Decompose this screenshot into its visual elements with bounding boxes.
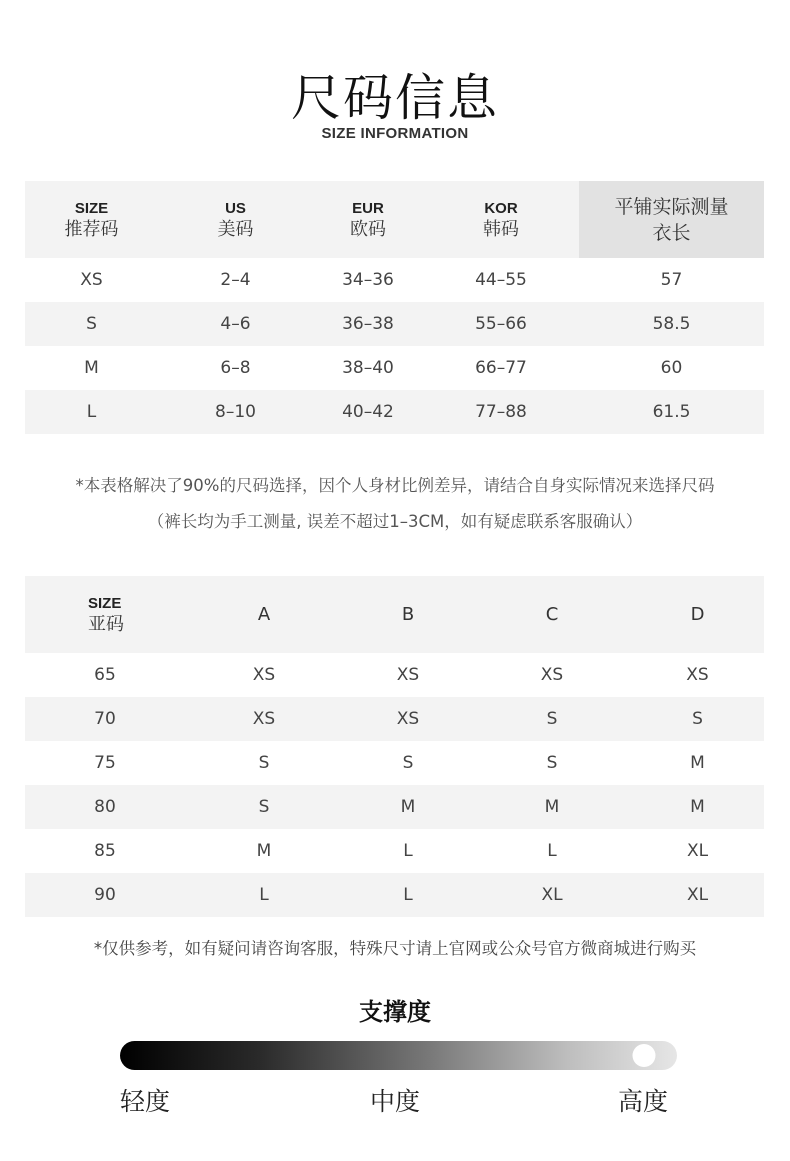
- header-size-asia-en: SIZE: [88, 594, 122, 612]
- table-cell: XS: [686, 665, 709, 685]
- table-cell: XS: [540, 665, 564, 685]
- support-label-high: 高度: [618, 1087, 669, 1116]
- table-cell: S: [402, 753, 414, 773]
- table-header-row: [25, 181, 764, 258]
- table-cell: XL: [473, 873, 631, 917]
- header-kor-en: KOR: [484, 199, 518, 217]
- table-cell: 80: [25, 785, 185, 829]
- table-cell: XS: [343, 697, 473, 741]
- table-cell: 66–77: [475, 358, 527, 378]
- header-us-en: US: [225, 199, 246, 217]
- page-subtitle: SIZE INFORMATION: [321, 125, 469, 142]
- table-cell: S: [25, 302, 158, 346]
- header-eur: [313, 181, 423, 258]
- header-kor-zh: 韩码: [483, 218, 519, 240]
- table-cell: 40–42: [313, 390, 423, 434]
- header-length-line1: 平铺实际测量: [614, 195, 729, 218]
- table-header-row: [25, 576, 764, 653]
- table-cell: S: [631, 697, 764, 741]
- support-label-low: 轻度: [120, 1087, 171, 1116]
- table-cell: M: [84, 358, 99, 378]
- table-row: [25, 829, 764, 873]
- table-row: [25, 346, 764, 390]
- reference-note: *仅供参考，如有疑问请咨询客服，特殊尺寸请上官网或公众号官方微商城进行购买: [93, 939, 697, 958]
- table-cell: 36–38: [313, 302, 423, 346]
- size-note: *本表格解决了90%的尺码选择，因个人身材比例差异，请结合自身实际情况来选择尺码: [75, 476, 715, 495]
- table-row: [25, 785, 764, 829]
- header-kor: [423, 181, 579, 258]
- table-row: [25, 302, 764, 346]
- table-cell: XS: [252, 665, 276, 685]
- table-cell: 77–88: [423, 390, 579, 434]
- table-cell: 57: [660, 270, 683, 290]
- table-row: [25, 697, 764, 741]
- table-cell: M: [473, 785, 631, 829]
- table-cell: 61.5: [579, 390, 764, 434]
- size-table-main: [25, 181, 764, 434]
- table-row: [25, 390, 764, 434]
- header-length: [579, 181, 764, 258]
- table-cell: M: [343, 785, 473, 829]
- table-cell: 60: [660, 358, 683, 378]
- header-cup-d: D: [631, 576, 764, 653]
- header-us-zh: 美码: [217, 218, 254, 240]
- header-eur-en: EUR: [352, 199, 384, 217]
- table-cell: XS: [185, 697, 343, 741]
- table-cell: 65: [94, 665, 116, 685]
- table-cell: 6–8: [220, 358, 251, 378]
- table-cell: M: [631, 785, 764, 829]
- measurement-note: （裤长均为手工测量, 误差不超过1–3CM，如有疑虑联系客服确认）: [147, 512, 643, 531]
- table-row: [25, 873, 764, 917]
- table-cell: 2–4: [220, 270, 251, 290]
- header-eur-zh: 欧码: [350, 218, 386, 240]
- table-cell: XS: [80, 270, 103, 290]
- table-row: [25, 741, 764, 785]
- table-cell: S: [546, 753, 558, 773]
- header-size: [25, 181, 158, 258]
- table-cell: L: [343, 873, 473, 917]
- table-cell: 4–6: [158, 302, 313, 346]
- table-cell: 58.5: [579, 302, 764, 346]
- table-cell: L: [185, 873, 343, 917]
- table-cell: 44–55: [475, 270, 527, 290]
- table-cell: 38–40: [342, 358, 394, 378]
- table-cell: S: [473, 697, 631, 741]
- header-length-line2: 衣长: [652, 221, 691, 244]
- header-size-zh: 推荐码: [64, 218, 119, 240]
- table-row: [25, 653, 764, 697]
- table-cell: 55–66: [423, 302, 579, 346]
- size-table-asia: [25, 576, 764, 917]
- table-cell: M: [690, 753, 705, 773]
- table-cell: 90: [25, 873, 185, 917]
- header-size-en: SIZE: [74, 199, 109, 217]
- header-size-asia: [25, 576, 185, 653]
- support-level-indicator: [632, 1044, 655, 1067]
- table-cell: 70: [25, 697, 185, 741]
- table-cell: L: [403, 841, 413, 861]
- header-cup-b: B: [343, 576, 473, 653]
- support-title: 支撑度: [359, 998, 431, 1026]
- table-cell: M: [256, 841, 272, 861]
- table-row: [25, 258, 764, 302]
- table-cell: XS: [396, 665, 420, 685]
- table-cell: L: [547, 841, 557, 861]
- header-us: [158, 181, 313, 258]
- page-title: 尺码信息: [291, 69, 499, 127]
- table-cell: 8–10: [158, 390, 313, 434]
- table-cell: XL: [686, 841, 709, 861]
- header-size-asia-zh: 亚码: [88, 613, 124, 635]
- table-cell: 34–36: [342, 270, 394, 290]
- support-label-mid: 中度: [370, 1087, 421, 1116]
- table-cell: L: [25, 390, 158, 434]
- header-cup-a: A: [185, 576, 343, 653]
- table-cell: S: [185, 785, 343, 829]
- table-cell: S: [258, 753, 270, 773]
- table-cell: XL: [631, 873, 764, 917]
- header-cup-c: C: [473, 576, 631, 653]
- support-level-bar: [120, 1041, 677, 1070]
- table-cell: 75: [94, 753, 116, 773]
- table-cell: 85: [94, 841, 116, 861]
